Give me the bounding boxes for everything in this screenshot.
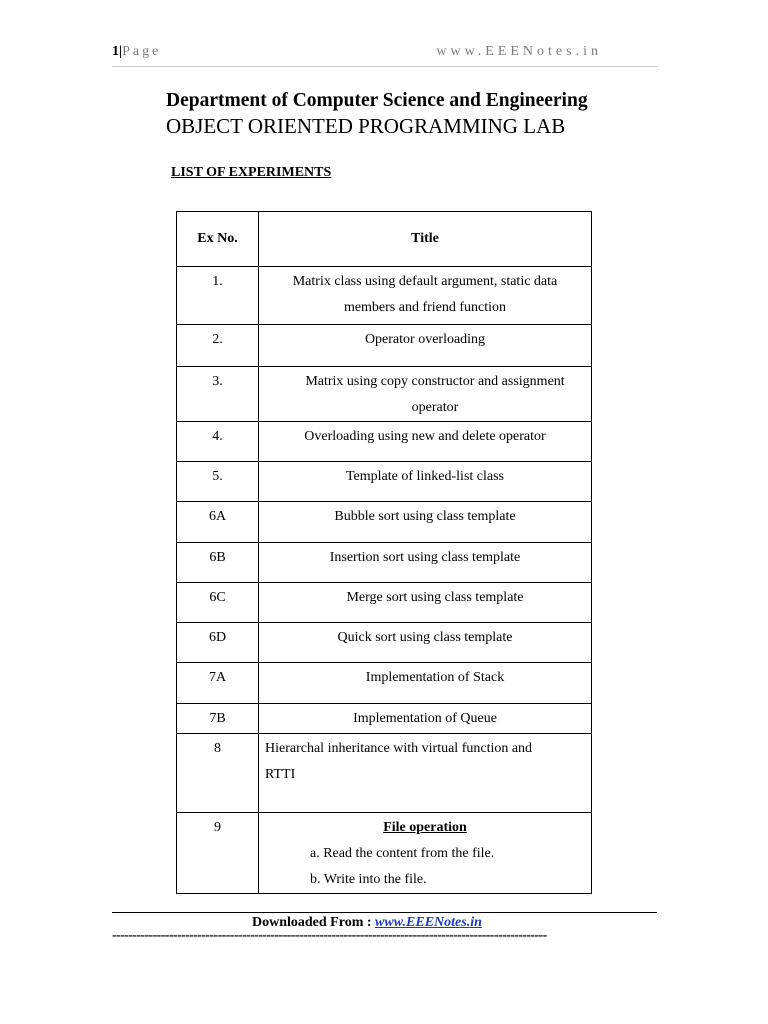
table-row bbox=[177, 813, 592, 894]
title-cell: Operator overloading bbox=[259, 325, 592, 367]
ex-no-cell: 8 bbox=[177, 734, 259, 813]
table-row bbox=[177, 267, 592, 325]
header-website[interactable]: www.EEENotes.in bbox=[436, 44, 602, 59]
ex-no-cell: 6B bbox=[177, 543, 259, 583]
ex-no-cell: 5. bbox=[177, 462, 259, 502]
ex-no-cell: 6A bbox=[177, 502, 259, 543]
title-cell: Merge sort using class template bbox=[259, 583, 592, 623]
table-row bbox=[177, 502, 592, 543]
file-operation-item: a. Read the content from the file. bbox=[310, 846, 495, 861]
table-row bbox=[177, 663, 592, 704]
title-cell: Implementation of Stack bbox=[259, 663, 592, 704]
ex-no-cell: 7A bbox=[177, 663, 259, 704]
footer-dashes: ----------------------------------------------------------------------------------------------------------- bbox=[112, 928, 547, 943]
page-indicator bbox=[112, 44, 161, 60]
header-title: Title bbox=[259, 212, 592, 267]
title-cell: Insertion sort using class template bbox=[259, 543, 592, 583]
ex-no-cell: 4. bbox=[177, 422, 259, 462]
table-row bbox=[177, 704, 592, 734]
table-row bbox=[177, 623, 592, 663]
title-cell: Quick sort using class template bbox=[259, 623, 592, 663]
ex-no-cell: 2. bbox=[177, 325, 259, 367]
department-title: Department of Computer Science and Engineering bbox=[166, 90, 588, 111]
title-cell: Template of linked-list class bbox=[259, 462, 592, 502]
table-header-row bbox=[177, 212, 592, 267]
page-label: Page bbox=[122, 44, 162, 59]
experiments-table bbox=[176, 211, 592, 894]
ex-no-cell: 6D bbox=[177, 623, 259, 663]
file-operation-title: File operation bbox=[383, 820, 467, 835]
table-row bbox=[177, 583, 592, 623]
table-row bbox=[177, 543, 592, 583]
page-header bbox=[112, 44, 658, 67]
table-row bbox=[177, 422, 592, 462]
footer-link[interactable]: www.EEENotes.in bbox=[375, 915, 482, 930]
file-operation-cell bbox=[259, 813, 592, 894]
title-cell: Overloading using new and delete operator bbox=[259, 422, 592, 462]
footer-divider bbox=[112, 912, 657, 913]
title-cell: Bubble sort using class template bbox=[259, 502, 592, 543]
page-separator: | bbox=[119, 44, 123, 59]
ex-no-cell: 9 bbox=[177, 813, 259, 894]
list-title: LIST OF EXPERIMENTS bbox=[171, 165, 332, 180]
title-cell: Hierarchal inheritance with virtual function and RTTI bbox=[259, 734, 592, 813]
ex-no-cell: 1. bbox=[177, 267, 259, 325]
table-row bbox=[177, 325, 592, 367]
header-ex-no: Ex No. bbox=[177, 212, 259, 267]
file-operation-item: b. Write into the file. bbox=[310, 872, 427, 887]
table-row bbox=[177, 367, 592, 422]
title-cell: Implementation of Queue bbox=[259, 704, 592, 734]
title-cell: Matrix using copy constructor and assignment operator bbox=[259, 367, 592, 422]
ex-no-cell: 7B bbox=[177, 704, 259, 734]
lab-title: OBJECT ORIENTED PROGRAMMING LAB bbox=[166, 114, 566, 138]
table-row bbox=[177, 734, 592, 813]
table-row bbox=[177, 462, 592, 502]
page-number: 1 bbox=[112, 44, 119, 59]
title-cell: Matrix class using default argument, static data members and friend function bbox=[259, 267, 592, 325]
ex-no-cell: 3. bbox=[177, 367, 259, 422]
ex-no-cell: 6C bbox=[177, 583, 259, 623]
footer-label: Downloaded From : bbox=[252, 915, 372, 930]
